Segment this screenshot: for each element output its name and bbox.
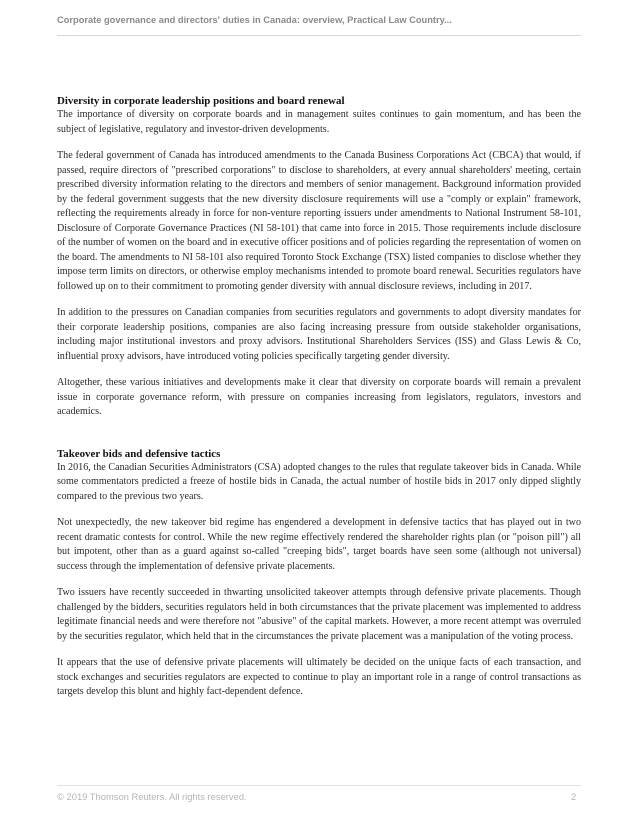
- paragraph: In addition to the pressures on Canadian companies from securities regulators and governments to adopt diversity mandates for their corporate leadership positions, companies are also facing increasing pressure from outside stakeholder organisations, including major institutional investors and proxy advisors. Institutional Shareholders Services (ISS) and Glass Lewis & Co, influential proxy advisors, have introduced voting policies specifically targeting gender diversity.: [57, 307, 581, 362]
- section-heading-takeover: Takeover bids and defensive tactics: [57, 447, 221, 460]
- running-header-title: Corporate governance and directors' duties in Canada: overview, Practical Law Country...: [57, 15, 452, 25]
- paragraph: The federal government of Canada has introduced amendments to the Canada Business Corporations Act (CBCA) that would, if passed, require directors of "prescribed corporations" to disclose to shareholders, at every annual shareholders' meeting, certain prescribed diversity information relating to the directors and members of senior management. Background information provided by the federal government suggests that the new diversity disclosure requirements will use a "comply or explain" framework, reflecting the requirements already in force for non-venture reporting issuers under amendments to National Instrument 58-101, Disclosure of Corporate Governance Practices (NI 58-101) that came into force in 2015. Those requirements include disclosure of the number of women on the board and in executive officer positions and of policies regarding the representation of women on the board. The amendments to NI 58-101 also required Toronto Stock Exchange (TSX) listed companies to disclose whether they impose term limits on directors, or otherwise employ mechanisms intended to promote board renewal. Securities regulators have followed up on to their commitment to promoting gender diversity with annual disclosure reviews, including in 2017.: [57, 150, 581, 292]
- paragraph: It appears that the use of defensive private placements will ultimately be decided on the unique facts of each transaction, and stock exchanges and securities regulators are expected to continue to play an important role in a range of control transactions as targets develop this blunt and highly fact-dependent defence.: [57, 657, 581, 697]
- paragraph: In 2016, the Canadian Securities Administrators (CSA) adopted changes to the rules that regulate takeover bids in Canada. While some commentators predicted a freeze of hostile bids in Canada, the actual number of hostile bids in 2017 only dipped slightly compared to the previous two years.: [57, 461, 581, 502]
- paragraph: Two issuers have recently succeeded in thwarting unsolicited takeover attempts through defensive private placements. Though challenged by the bidders, securities regulators held in both circumstances that the private placement was implemented to address legitimate financial needs and were therefore not "abusive" of the capital markets. However, a more recent attempt was overruled by the securities regulator, which held that in the circumstances the private placement was a manipulation of the voting process.: [57, 587, 581, 642]
- section-heading-diversity: Diversity in corporate leadership positions and board renewal: [57, 95, 345, 107]
- header-divider: [57, 35, 581, 36]
- document-body: [57, 94, 581, 700]
- footer-divider: [57, 785, 581, 786]
- paragraph: Altogether, these various initiatives and developments make it clear that diversity on corporate boards will remain a prevalent issue in corporate governance reform, with pressure on companies increasing from legislators, regulators, investors and academics.: [57, 377, 581, 417]
- paragraph: Not unexpectedly, the new takeover bid regime has engendered a development in defensive tactics that has played out in two recent dramatic contests for control. While the new regime effectively rendered the shareholder rights plan (or "poison pill") all but impotent, other than as a guard against so-called "creeping bids", target boards have seen some (although not universal) success through the implementation of defensive private placements.: [57, 517, 581, 572]
- footer-copyright: © 2019 Thomson Reuters. All rights reserved.: [57, 791, 247, 802]
- paragraph: The importance of diversity on corporate boards and in management suites continues to gain momentum, and has been the subject of legislative, regulatory and investor-driven developments.: [57, 109, 581, 135]
- page-number: 2: [571, 791, 577, 802]
